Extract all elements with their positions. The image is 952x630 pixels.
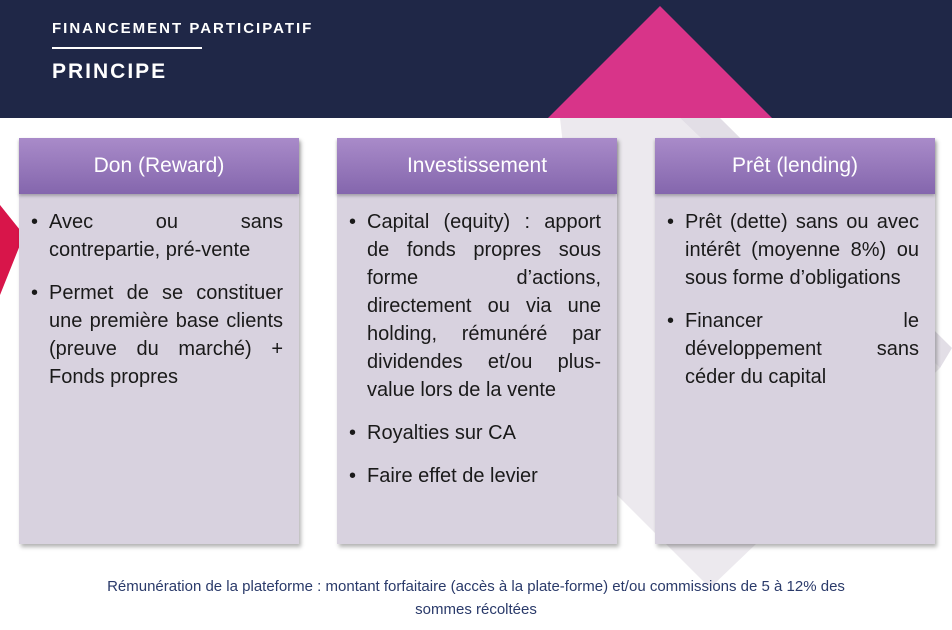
title-underline <box>52 47 202 49</box>
list-item: • Faire effet de levier <box>349 462 601 490</box>
card-header-investissement: Investissement <box>337 138 617 194</box>
list-item: • Royalties sur CA <box>349 419 601 447</box>
magenta-triangle-decoration <box>540 0 800 118</box>
card-header-pret: Prêt (lending) <box>655 138 935 194</box>
card-list-pret <box>655 194 935 391</box>
card-pret-lending <box>655 138 935 544</box>
card-investissement <box>337 138 617 544</box>
section-kicker: FINANCEMENT PARTICIPATIF <box>52 20 314 37</box>
list-item: • Prêt (dette) sans ou avec intérêt (moyenne 8%) ou sous forme d’obligations <box>667 208 919 292</box>
header-band <box>0 0 952 118</box>
list-item: • Avec ou sans contrepartie, pré-vente <box>31 208 283 264</box>
card-header-don: Don (Reward) <box>19 138 299 194</box>
footer-note <box>40 575 912 621</box>
list-item: • Financer le développement sans céder du capital <box>667 307 919 391</box>
list-item: • Capital (equity) : apport de fonds propres sous forme d’actions, directement ou via une holding, rémunéré par dividendes et/ou plus-value lors de la vente <box>349 208 601 404</box>
page-title: PRINCIPE <box>52 60 168 83</box>
list-item: • Permet de se constituer une première base clients (preuve du marché) + Fonds propres <box>31 279 283 391</box>
footer-line-2: sommes récoltées <box>415 601 537 618</box>
footer-line-1: Rémunération de la plateforme : montant forfaitaire (accès à la plate-forme) et/ou commissions de 5 à 12% des <box>107 578 845 595</box>
card-list-don <box>19 194 299 391</box>
card-don-reward <box>19 138 299 544</box>
card-list-investissement <box>337 194 617 490</box>
